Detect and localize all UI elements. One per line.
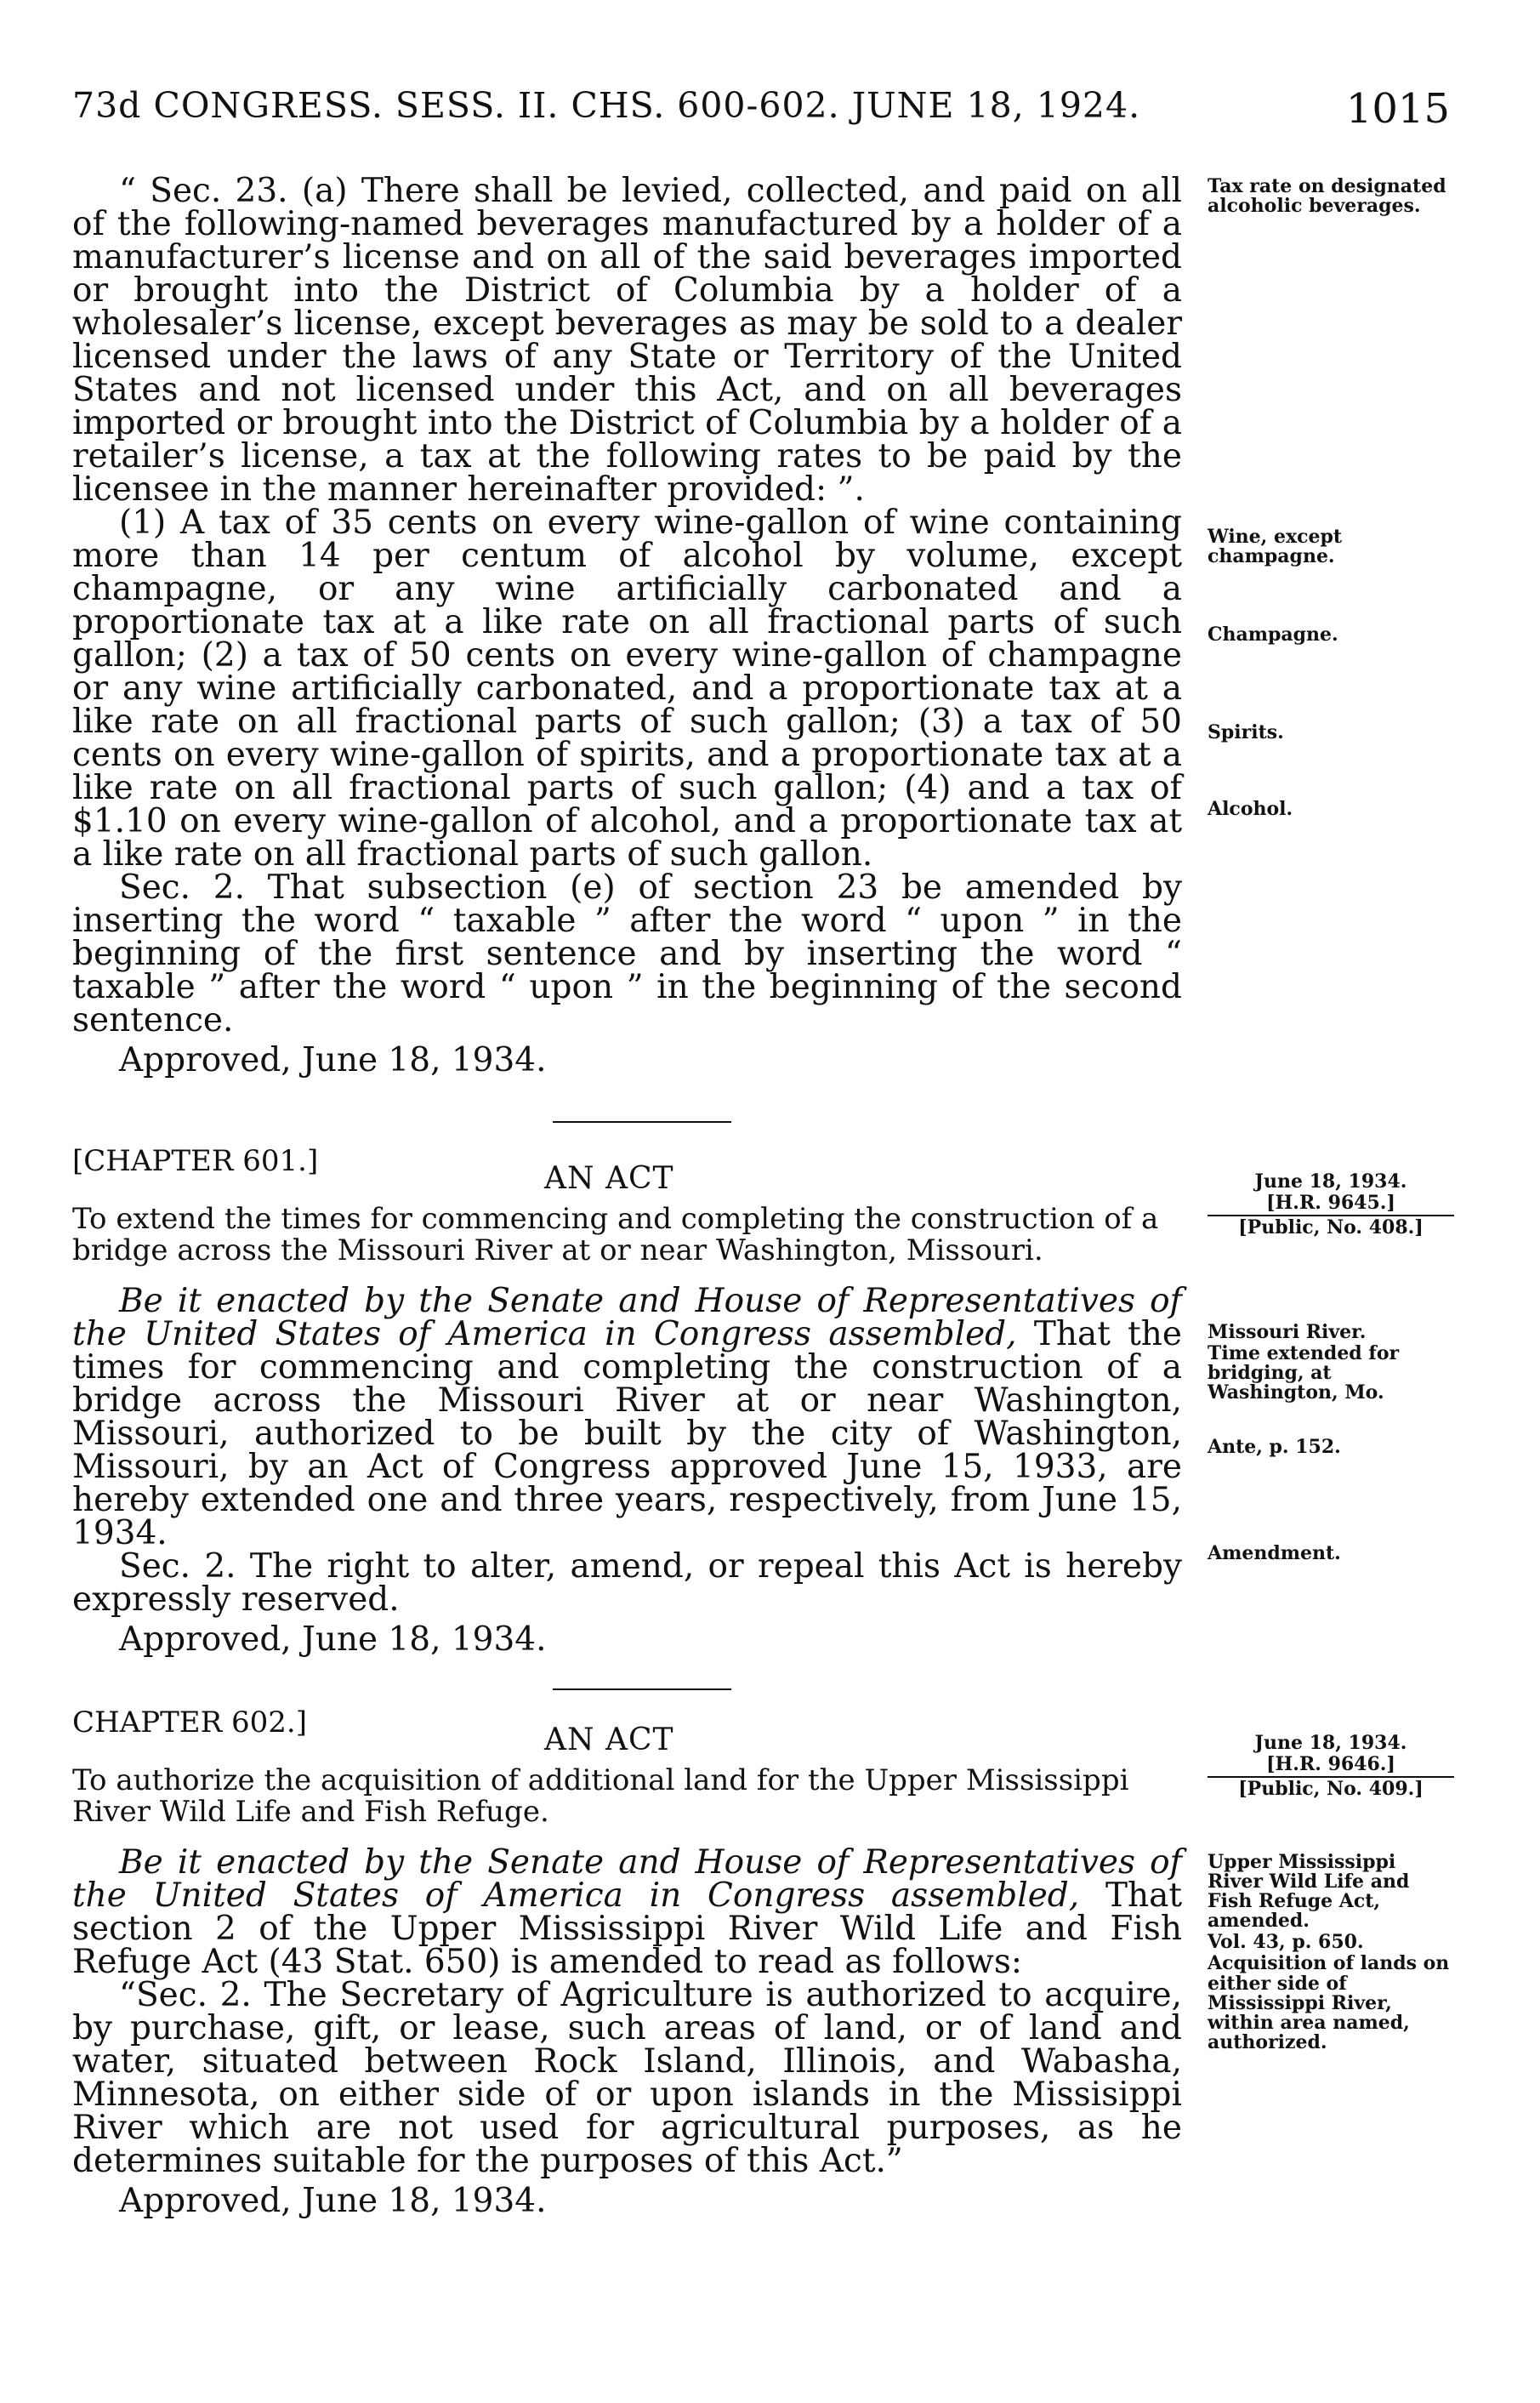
chapter-601-section-2: Sec. 2. The right to alter, amend, or repeal this Act is hereby expressly reserved. xyxy=(72,1547,1182,1619)
margin-note-tax-rate: Tax rate on designated alcoholic beverages. xyxy=(1208,175,1446,218)
note-vol: Vol. 43, p. 650. xyxy=(1208,1931,1364,1954)
chapter-601-text xyxy=(72,1282,1182,1659)
page-number: 1015 xyxy=(1345,85,1450,133)
section-divider xyxy=(553,1688,731,1690)
note-acquisition: Acquisition of lands on either side of Mississippi River, within area named, authorized. xyxy=(1208,1952,1450,2053)
section-2-amendment: Sec. 2. That subsection (e) of section 23 be amended by inserting the word “ taxable ” after the word “ upon ” in the beginning of the first sentence and by inserting the word “ taxable ” after the word “ upon ” in the beginning of the second sentence. xyxy=(72,868,1182,1039)
section-23-rates: (1) A tax of 35 cents on every wine-gallon of wine containing more than 14 per centum of alcohol by volume, except champagne, or any wine artificially carbonated and a proportionate tax at a like rate on all fractional parts of such gallon; (2) a tax of 50 cents on every wine-gallon of champagne or any wine artificially carbonated, and a proportionate tax at a like rate on all fractional parts of such gallon; (3) a tax of 50 cents on every wine-gallon of spirits, and a proportionate tax at a like rate on all fractional parts of such gallon; (4) and a tax of $1.10 on every wine-gallon of alcohol, and a proportionate tax at a like rate on all fractional parts of such gallon. xyxy=(72,504,1182,874)
section-divider xyxy=(553,1121,731,1123)
approved-602: Approved, June 18, 1934. xyxy=(119,2182,547,2220)
chapter-602-text xyxy=(72,1843,1182,2220)
chapter-602-section-2: “Sec. 2. The Secretary of Agriculture is authorized to acquire, by purchase, gift, or lease, such areas of land, or of land and water, situated between Rock Island, Illinois, and Wabasha, Minnesota, on either side of or upon islands in the Missisippi River which are not used for agricultural purposes, as he determines suitable for the purposes of this Act.” xyxy=(72,1976,1182,2180)
chapter-602-body: That section 2 of the Upper Mississippi River Wild Life and Fish Refuge Act (43 Stat. 650) is amended to read as follows: xyxy=(72,1876,1182,1981)
margin-note-refuge xyxy=(1208,1853,1454,2054)
chapter-602-ref-bill: [H.R. 9646.] xyxy=(1266,1753,1395,1776)
note-time-extended: Time extended for bridging, at Washington, Mo. xyxy=(1208,1342,1400,1404)
chapter-602-enacting-clause: Be it enacted by the Senate and House of Representatives of the United States of America in Congress assembled, xyxy=(72,1843,1182,1915)
margin-note-ante: Ante, p. 152. xyxy=(1208,1436,1341,1458)
chapter-602-label: CHAPTER 602.] xyxy=(72,1705,307,1740)
chapter-601-label: [CHAPTER 601.] xyxy=(72,1144,319,1178)
chapter-602-reference xyxy=(1208,1734,1454,1801)
section-23-intro: “ Sec. 23. (a) There shall be levied, collected, and paid on all of the following-named beverages manufactured by a holder of a manufacturer’s license and on all of the said beverages imported or brought into the District of Columbia by a holder of a wholesaler’s license, except beverages as may be sold to a dealer licensed under the laws of any State or Territory of the United States and not licensed under this Act, and on all beverages imported or brought into the District of Columbia by a holder of a retailer’s license, a tax at the following rates to be paid by the licensee in the manner hereinafter provided: ”. xyxy=(72,172,1182,509)
chapter-601-ref-bill: [H.R. 9645.] xyxy=(1266,1192,1395,1215)
chapter-601-enacting-clause: Be it enacted by the Senate and House of Representatives of the United States of America in Congress assembled, xyxy=(72,1282,1182,1353)
margin-note-missouri-river xyxy=(1208,1323,1454,1404)
margin-note-champagne: Champagne. xyxy=(1208,624,1338,646)
section-23-text xyxy=(72,174,1182,1077)
chapter-601-body: That the times for commencing and completing the construction of a bridge across the Missouri River at or near Washington, Missouri, authorized to be built by the city of Washington, Missouri, by an Act of Congress approved June 15, 1933, are hereby extended one and three years, respectively, from June 15, 1934. xyxy=(72,1315,1182,1552)
chapter-601-ref-date: June 18, 1934. xyxy=(1254,1170,1407,1193)
approved-600: Approved, June 18, 1934. xyxy=(119,1041,547,1079)
running-head: 73d CONGRESS. SESS. II. CHS. 600-602. JUNE 18, 1924. xyxy=(72,85,1141,126)
chapter-602-description: To authorize the acquisition of additional land for the Upper Mississippi River Wild Life and Fish Refuge. xyxy=(72,1763,1129,1830)
margin-note-wine: Wine, except champagne. xyxy=(1208,526,1343,568)
note-refuge-act: Upper Mississippi River Wild Life and Fish Refuge Act, amended. xyxy=(1208,1851,1410,1933)
note-missouri-river: Missouri River. xyxy=(1208,1321,1367,1343)
chapter-601-reference xyxy=(1208,1172,1454,1239)
chapter-602-ref-public: [Public, No. 409.] xyxy=(1238,1778,1424,1801)
approved-601: Approved, June 18, 1934. xyxy=(119,1620,547,1659)
chapter-601-description: To extend the times for commencing and completing the construction of a bridge across the Missouri River at or near Washington, Missouri. xyxy=(72,1202,1159,1268)
chapter-602-act-title: AN ACT xyxy=(544,1723,674,1757)
chapter-601-act-title: AN ACT xyxy=(544,1161,674,1196)
margin-note-amendment: Amendment. xyxy=(1208,1542,1341,1564)
chapter-601-ref-public: [Public, No. 408.] xyxy=(1238,1216,1424,1239)
chapter-602-ref-date: June 18, 1934. xyxy=(1254,1732,1407,1754)
margin-note-alcohol: Alcohol. xyxy=(1208,798,1293,820)
page-header xyxy=(72,85,1450,145)
margin-note-spirits: Spirits. xyxy=(1208,721,1284,743)
